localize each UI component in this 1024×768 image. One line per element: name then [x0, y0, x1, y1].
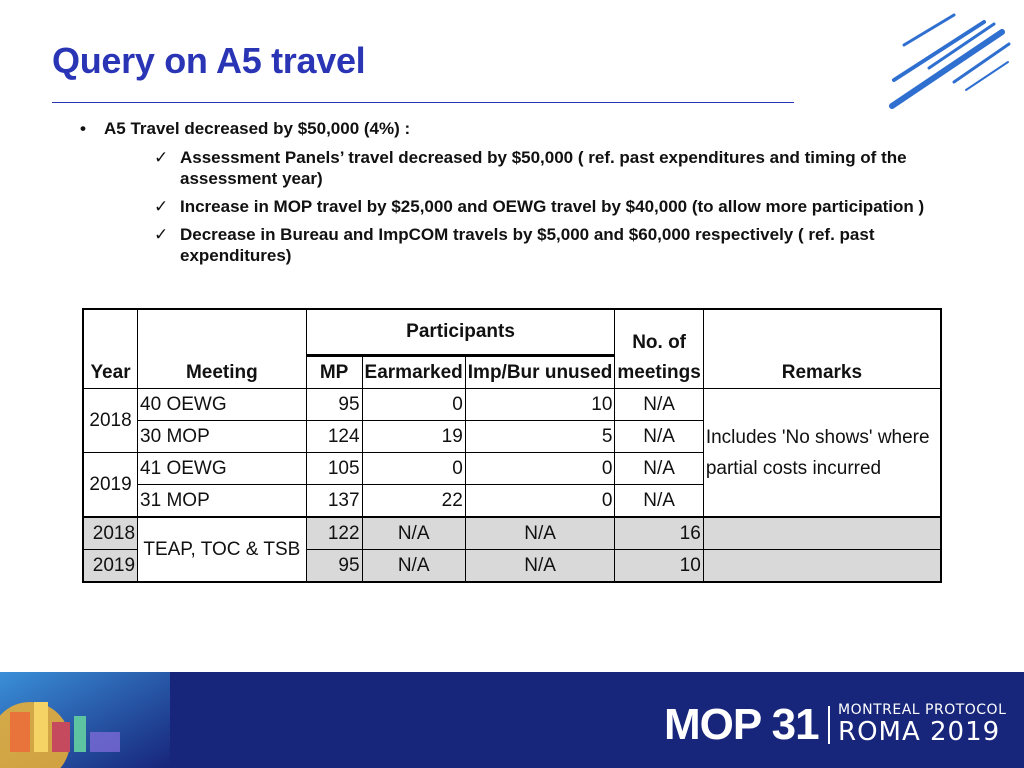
cell-earmarked: 0	[362, 453, 465, 485]
cell-imp-bur: 0	[465, 485, 615, 518]
bullet-sub-text: Increase in MOP travel by $25,000 and OEWG travel by $40,000 (to allow more participation )	[180, 197, 925, 216]
header-no-meetings: No. of meetings	[615, 309, 703, 389]
header-imp-bur: Imp/Bur unused	[465, 356, 615, 389]
table-row	[83, 389, 941, 421]
cell-teap-label: TEAP, TOC & TSB	[138, 517, 307, 582]
footer-brand: MOP 31	[664, 700, 819, 749]
check-icon: ✓	[154, 225, 169, 244]
bullet-list	[74, 118, 954, 266]
cell-imp-bur: N/A	[465, 517, 615, 550]
rome-collage-icon	[0, 672, 170, 768]
cell-earmarked: N/A	[362, 517, 465, 550]
cell-earmarked: 0	[362, 389, 465, 421]
footer-divider	[828, 706, 830, 744]
cell-no-meetings: N/A	[615, 421, 703, 453]
bullet-main	[74, 118, 954, 140]
cell-earmarked: 22	[362, 485, 465, 518]
cell-mp: 105	[306, 453, 362, 485]
cell-remarks-empty	[703, 517, 941, 550]
cell-meeting: 41 OEWG	[138, 453, 307, 485]
table-row	[83, 517, 941, 550]
bullet-sub-text: Assessment Panels’ travel decreased by $50,000 ( ref. past expenditures and timing of the assessment year)	[180, 148, 907, 188]
cell-earmarked: N/A	[362, 550, 465, 583]
cell-earmarked: 19	[362, 421, 465, 453]
cell-meeting: 30 MOP	[138, 421, 307, 453]
cell-imp-bur: 0	[465, 453, 615, 485]
cell-year: 2018	[83, 389, 138, 453]
cell-imp-bur: N/A	[465, 550, 615, 583]
slide-title: Query on A5 travel	[52, 40, 366, 81]
decorative-stripes-icon	[884, 10, 1014, 115]
cell-mp: 124	[306, 421, 362, 453]
cell-no-meetings: N/A	[615, 485, 703, 518]
cell-remarks: Includes 'No shows' where partial costs incurred	[703, 389, 941, 518]
cell-mp: 122	[306, 517, 362, 550]
table-header-row	[83, 309, 941, 356]
cell-no-meetings: N/A	[615, 389, 703, 421]
header-mp: MP	[306, 356, 362, 389]
participants-table	[82, 308, 942, 583]
cell-mp: 137	[306, 485, 362, 518]
bullet-sub-1	[154, 147, 954, 189]
cell-no-meetings: N/A	[615, 453, 703, 485]
cell-year: 2019	[83, 550, 138, 583]
title-underline	[52, 102, 794, 103]
cell-no-meetings: 10	[615, 550, 703, 583]
header-meeting: Meeting	[138, 309, 307, 389]
bullet-main-text: A5 Travel decreased by $50,000 (4%) :	[104, 119, 411, 138]
cell-year: 2019	[83, 453, 138, 518]
footer-line1: MONTREAL PROTOCOL	[838, 702, 1007, 718]
header-year: Year	[83, 309, 138, 389]
cell-imp-bur: 5	[465, 421, 615, 453]
bullet-sub-3	[154, 224, 954, 266]
header-earmarked: Earmarked	[362, 356, 465, 389]
cell-meeting: 40 OEWG	[138, 389, 307, 421]
cell-no-meetings: 16	[615, 517, 703, 550]
cell-mp: 95	[306, 389, 362, 421]
check-icon: ✓	[154, 197, 169, 216]
bullet-sub-text: Decrease in Bureau and ImpCOM travels by $5,000 and $60,000 respectively ( ref. past expenditures)	[180, 225, 875, 265]
cell-remarks-empty	[703, 550, 941, 583]
cell-meeting: 31 MOP	[138, 485, 307, 518]
header-participants: Participants	[306, 309, 615, 356]
cell-imp-bur: 10	[465, 389, 615, 421]
bullet-sub-2	[154, 196, 954, 217]
footer-line2: ROMA 2019	[838, 717, 1001, 747]
check-icon: ✓	[154, 148, 169, 167]
cell-year: 2018	[83, 517, 138, 550]
bullet-glyph: •	[80, 119, 86, 138]
cell-mp: 95	[306, 550, 362, 583]
header-remarks: Remarks	[703, 309, 941, 389]
